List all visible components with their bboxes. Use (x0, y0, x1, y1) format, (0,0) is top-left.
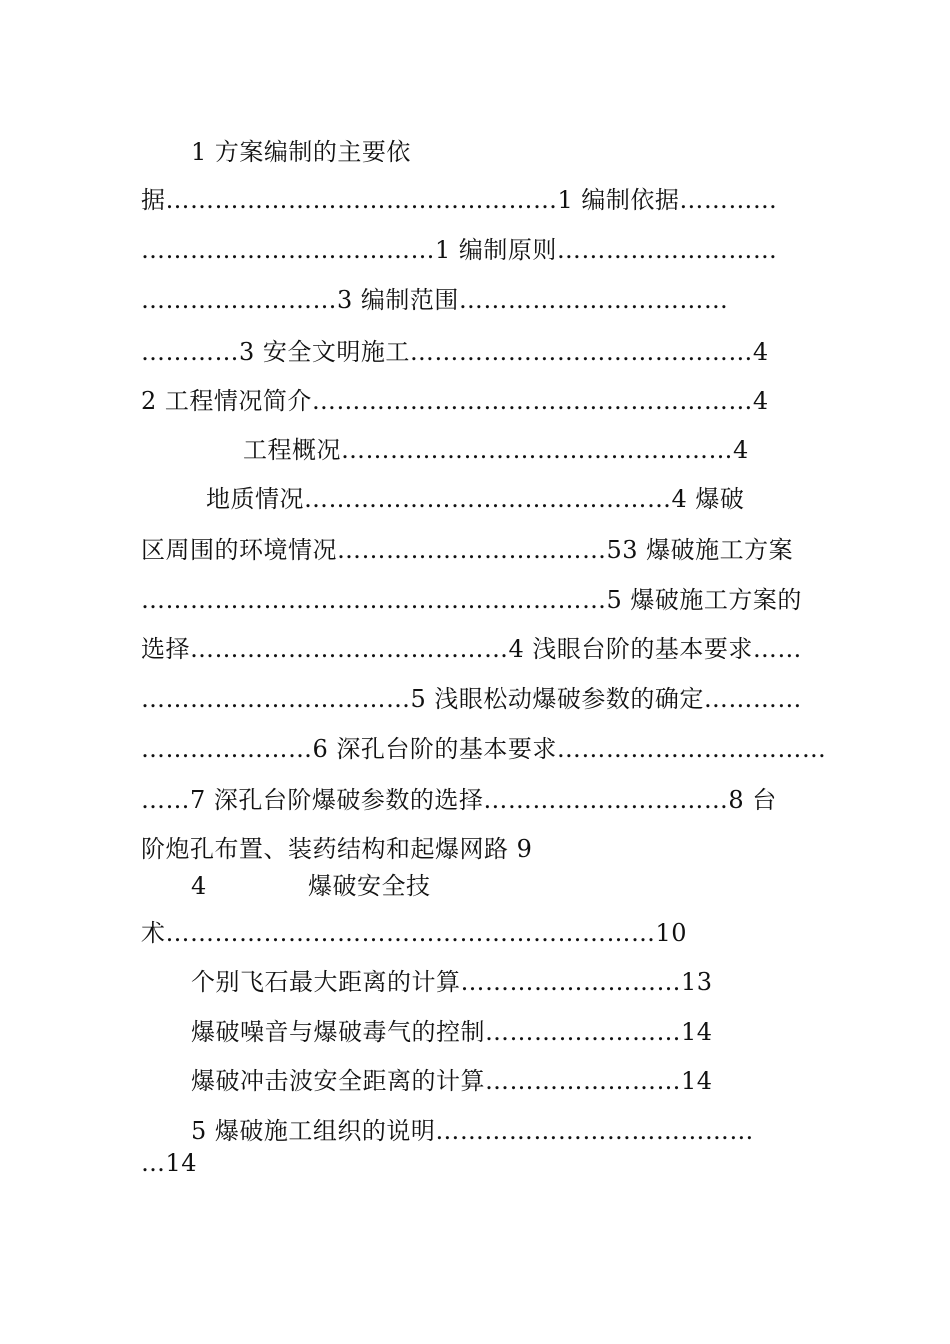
toc-line: ……………………3 编制范围…………………………… (141, 286, 729, 314)
toc-line: 2 工程情况简介………………………………………………4 (141, 387, 769, 415)
toc-line: 据…………………………………………1 编制依据………… (141, 186, 778, 214)
toc-section-number: 4 (191, 872, 207, 900)
toc-line: …………3 安全文明施工……………………………………4 (141, 338, 769, 366)
toc-line: 选择…………………………………4 浅眼台阶的基本要求…… (141, 635, 802, 663)
toc-line: 区周围的环境情况……………………………53 爆破施工方案 (141, 536, 794, 564)
toc-line: 地质情况………………………………………4 爆破 (206, 485, 745, 513)
toc-line: ……7 深孔台阶爆破参数的选择…………………………8 台 (141, 786, 777, 814)
toc-line: 术……………………………………………………10 (141, 919, 688, 947)
toc-line: 爆破噪音与爆破毒气的控制……………………14 (191, 1018, 713, 1046)
toc-line: 5 爆破施工组织的说明………………………………… (191, 1117, 754, 1145)
toc-line: …………………6 深孔台阶的基本要求…………………………… (141, 735, 827, 763)
toc-line: 个别飞石最大距离的计算………………………13 (191, 968, 713, 996)
toc-line: 爆破安全技 (308, 872, 431, 900)
toc-line: 阶炮孔布置、装药结构和起爆网路 9 (141, 835, 533, 863)
toc-line: …14 (141, 1149, 198, 1177)
toc-line: 工程概况…………………………………………4 (243, 436, 749, 464)
toc-line: 爆破冲击波安全距离的计算……………………14 (191, 1067, 713, 1095)
toc-line: ………………………………1 编制原则……………………… (141, 236, 778, 264)
toc-line: …………………………………………………5 爆破施工方案的 (141, 586, 802, 614)
toc-line: 1 方案编制的主要依 (191, 138, 411, 166)
toc-line: ……………………………5 浅眼松动爆破参数的确定………… (141, 685, 802, 713)
